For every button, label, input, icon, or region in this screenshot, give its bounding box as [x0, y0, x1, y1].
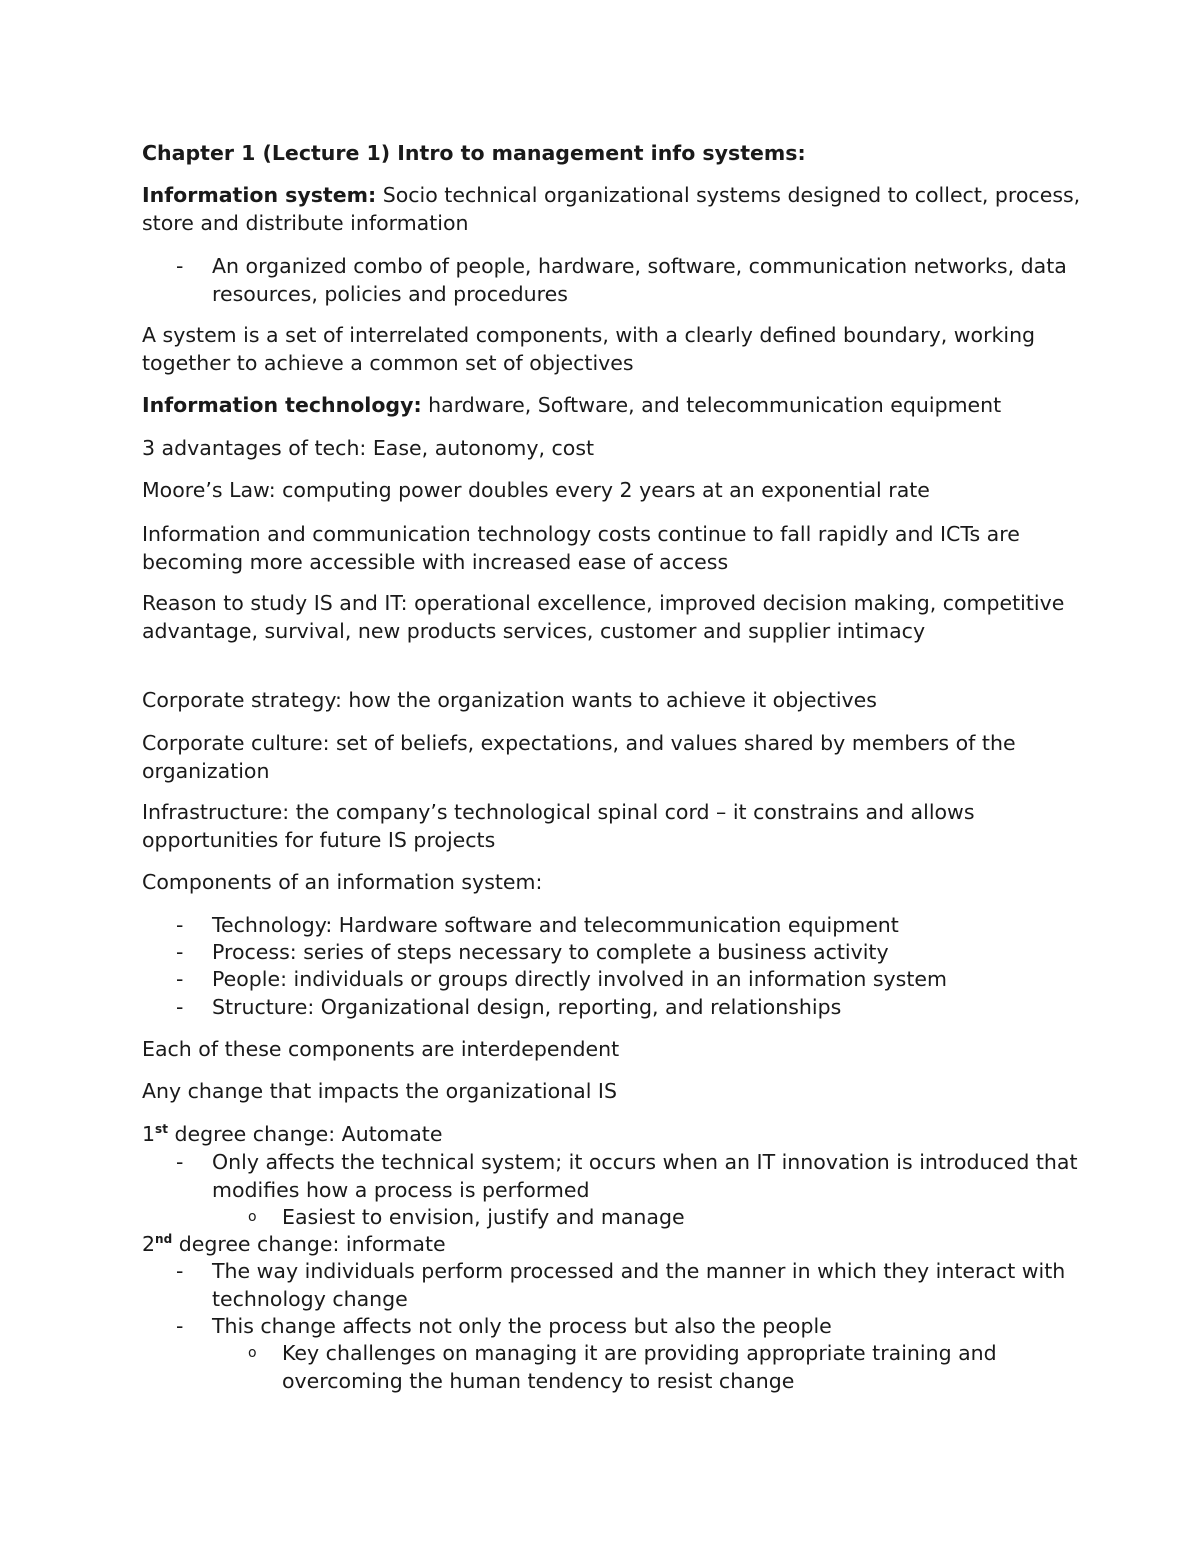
sub-bullet-marker: o: [248, 1209, 257, 1225]
first-degree-bullet: Only affects the technical system; it occurs when an IT innovation is introduced that modifies how a process is performed: [212, 1150, 1078, 1202]
first-degree-heading: [142, 1121, 1102, 1149]
component-item: People: individuals or groups directly involved in an information system: [212, 967, 947, 991]
is-bullet: An organized combo of people, hardware, software, communication networks, data resources, policies and procedures: [212, 254, 1067, 306]
page-title: Chapter 1 (Lecture 1) Intro to management info systems:: [142, 141, 806, 165]
second-degree-bullet: This change affects not only the process but also the people: [212, 1314, 832, 1338]
is-text: Socio technical organizational systems designed to collect, process, store and distribute information: [142, 183, 1081, 235]
corporate-strategy: Corporate strategy: how the organization wants to achieve it objectives: [142, 688, 877, 712]
component-item: Process: series of steps necessary to complete a business activity: [212, 940, 889, 964]
is-term: Information system:: [142, 183, 377, 207]
second-degree-heading: [142, 1231, 1102, 1259]
second-degree-text: degree change: informate: [172, 1232, 446, 1256]
moores-law: Moore’s Law: computing power doubles every 2 years at an exponential rate: [142, 478, 930, 502]
dash-marker: -: [176, 254, 184, 278]
first-degree-sub: Easiest to envision, justify and manage: [282, 1205, 685, 1229]
system-definition: A system is a set of interrelated components, with a clearly defined boundary, working together to achieve a common set of objectives: [142, 323, 1036, 375]
infrastructure: Infrastructure: the company’s technological spinal cord – it constrains and allows opportunities for future IS projects: [142, 800, 975, 852]
dash-marker: -: [176, 967, 184, 991]
interdependent-note: Each of these components are interdependent: [142, 1037, 620, 1061]
dash-marker: -: [176, 1150, 184, 1174]
components-heading: Components of an information system:: [142, 870, 543, 894]
dash-marker: -: [176, 940, 184, 964]
component-item: Technology: Hardware software and telecommunication equipment: [212, 913, 899, 937]
it-definition: [142, 392, 1102, 420]
second-degree-bullet: The way individuals perform processed and the manner in which they interact with technology change: [212, 1259, 1066, 1311]
corporate-culture: Corporate culture: set of beliefs, expectations, and values shared by members of the organization: [142, 731, 1016, 783]
dash-marker: -: [176, 913, 184, 937]
reason-to-study: Reason to study IS and IT: operational excellence, improved decision making, competitive advantage, survival, new products services, customer and supplier intimacy: [142, 591, 1065, 643]
component-item: Structure: Organizational design, reporting, and relationships: [212, 995, 842, 1019]
ict-costs: Information and communication technology costs continue to fall rapidly and ICTs are becoming more accessible with increased ease of access: [142, 522, 1020, 574]
second-degree-number: 2: [142, 1232, 156, 1256]
any-change-note: Any change that impacts the organizational IS: [142, 1079, 617, 1103]
first-degree-number: 1: [142, 1122, 156, 1146]
dash-marker: -: [176, 1314, 184, 1338]
sub-bullet-marker: o: [248, 1345, 257, 1361]
first-degree-text: degree change: Automate: [167, 1122, 443, 1146]
it-text: hardware, Software, and telecommunication equipment: [421, 393, 1002, 417]
first-degree-suffix: st: [155, 1122, 168, 1137]
it-term: Information technology:: [142, 393, 422, 417]
advantages: 3 advantages of tech: Ease, autonomy, cost: [142, 436, 595, 460]
dash-marker: -: [176, 995, 184, 1019]
is-definition: [142, 182, 1102, 237]
dash-marker: -: [176, 1259, 184, 1283]
second-degree-sub: Key challenges on managing it are providing appropriate training and overcoming the human tendency to resist change: [282, 1341, 997, 1393]
second-degree-suffix: nd: [155, 1232, 173, 1247]
